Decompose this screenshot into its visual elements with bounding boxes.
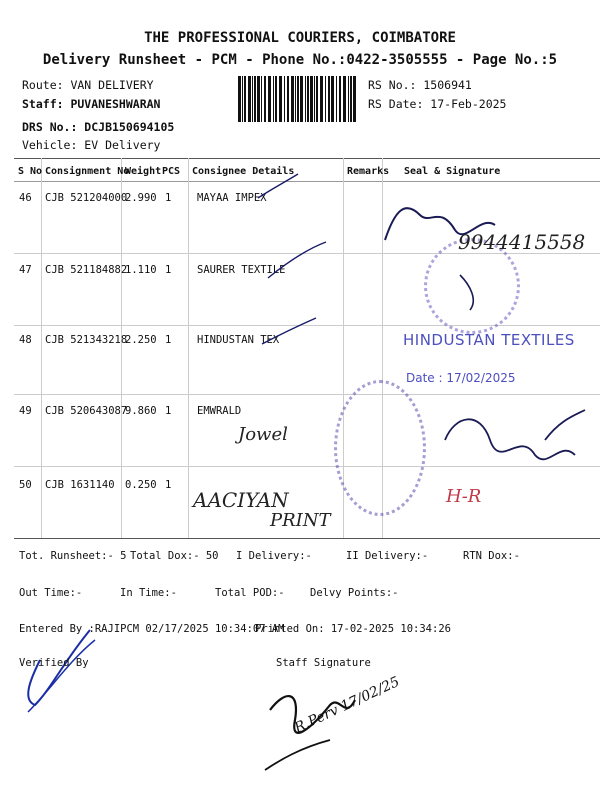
col-header-consignment: Consignment No — [45, 166, 130, 177]
cell-pcs: 1 — [165, 479, 172, 491]
cell-sno: 49 — [19, 405, 32, 417]
stamp-date: Date : 17/02/2025 — [406, 371, 516, 385]
delvy-points: Delvy Points:- — [310, 587, 399, 599]
staff-signature-label: Staff Signature — [276, 657, 371, 669]
cell-consignment: CJB 1631140 — [45, 479, 115, 491]
cell-consignee: SAURER TEXTILE — [197, 264, 286, 276]
cell-consignee: HINDUSTAN TEX — [197, 334, 280, 346]
cell-weight: 1.110 — [125, 264, 157, 276]
cell-consignee: MAYAA IMPEX — [197, 192, 267, 204]
cell-weight: 2.990 — [125, 192, 157, 204]
staff-signature-mark: R.Perv 17/02/25 — [292, 673, 403, 737]
total-dox: Total Dox:- 50 — [130, 550, 219, 562]
route-label: Route: VAN DELIVERY — [22, 78, 154, 92]
rs-number: RS No.: 1506941 — [368, 78, 472, 92]
cell-weight: 0.250 — [125, 479, 157, 491]
printed-on: Printed On: 17-02-2025 10:34:26 — [255, 623, 451, 635]
cell-consignee: EMWRALD — [197, 405, 242, 417]
out-time: Out Time:- — [19, 587, 83, 599]
col-header-sno: S No — [18, 166, 43, 177]
rtn-dox: RTN Dox:- — [463, 550, 520, 562]
cell-pcs: 1 — [165, 264, 172, 276]
cell-sno: 46 — [19, 192, 32, 204]
entered-by: Entered By :RAJIPCM 02/17/2025 10:34:07 AM — [19, 623, 285, 635]
cell-sno: 48 — [19, 334, 32, 346]
vehicle-label: Vehicle: EV Delivery — [22, 138, 161, 152]
col-header-seal-signature: Seal & Signature — [404, 166, 501, 177]
in-time: In Time:- — [120, 587, 177, 599]
cell-consignment: CJB 521184882 — [45, 264, 128, 276]
verified-by-label: Verified By — [19, 657, 89, 669]
col-header-remarks: Remarks — [347, 166, 390, 177]
tot-runsheet: Tot. Runsheet:- 5 — [19, 550, 127, 562]
handwritten-print: PRINT — [270, 510, 331, 531]
staff-label: Staff: PUVANESHWARAN — [22, 97, 161, 111]
drs-number: DRS No.: DCJB150694105 — [22, 120, 175, 134]
cell-weight: 2.250 — [125, 334, 157, 346]
company-title: THE PROFESSIONAL COURIERS, COIMBATORE — [144, 30, 456, 46]
handwritten-hr: H-R — [446, 486, 482, 507]
total-pod: Total POD:- — [215, 587, 285, 599]
rs-date: RS Date: 17-Feb-2025 — [368, 97, 507, 111]
stamp-company-name: HINDUSTAN TEXTILES — [403, 331, 575, 349]
cell-consignment: CJB 521343218 — [45, 334, 128, 346]
cell-pcs: 1 — [165, 334, 172, 346]
i-delivery: I Delivery:- — [236, 550, 312, 562]
ii-delivery: II Delivery:- — [346, 550, 429, 562]
handwritten-phone: 9944415558 — [458, 230, 586, 254]
cell-pcs: 1 — [165, 192, 172, 204]
handwritten-aaciyan: AACIYAN — [193, 488, 289, 512]
cell-weight: 9.860 — [125, 405, 157, 417]
cell-consignment: CJB 521204000 — [45, 192, 128, 204]
col-header-consignee: Consignee Details — [192, 166, 295, 177]
col-header-pcs: PCS — [162, 166, 181, 177]
cell-sno: 47 — [19, 264, 32, 276]
handwritten-jowel: Jowel — [238, 424, 288, 445]
cell-pcs: 1 — [165, 405, 172, 417]
runsheet-subtitle: Delivery Runsheet - PCM - Phone No.:0422-3505555 - Page No.:5 — [42, 52, 558, 68]
col-header-weight: Weight — [125, 166, 162, 177]
cell-sno: 50 — [19, 479, 32, 491]
cell-consignment: CJB 520643087 — [45, 405, 128, 417]
